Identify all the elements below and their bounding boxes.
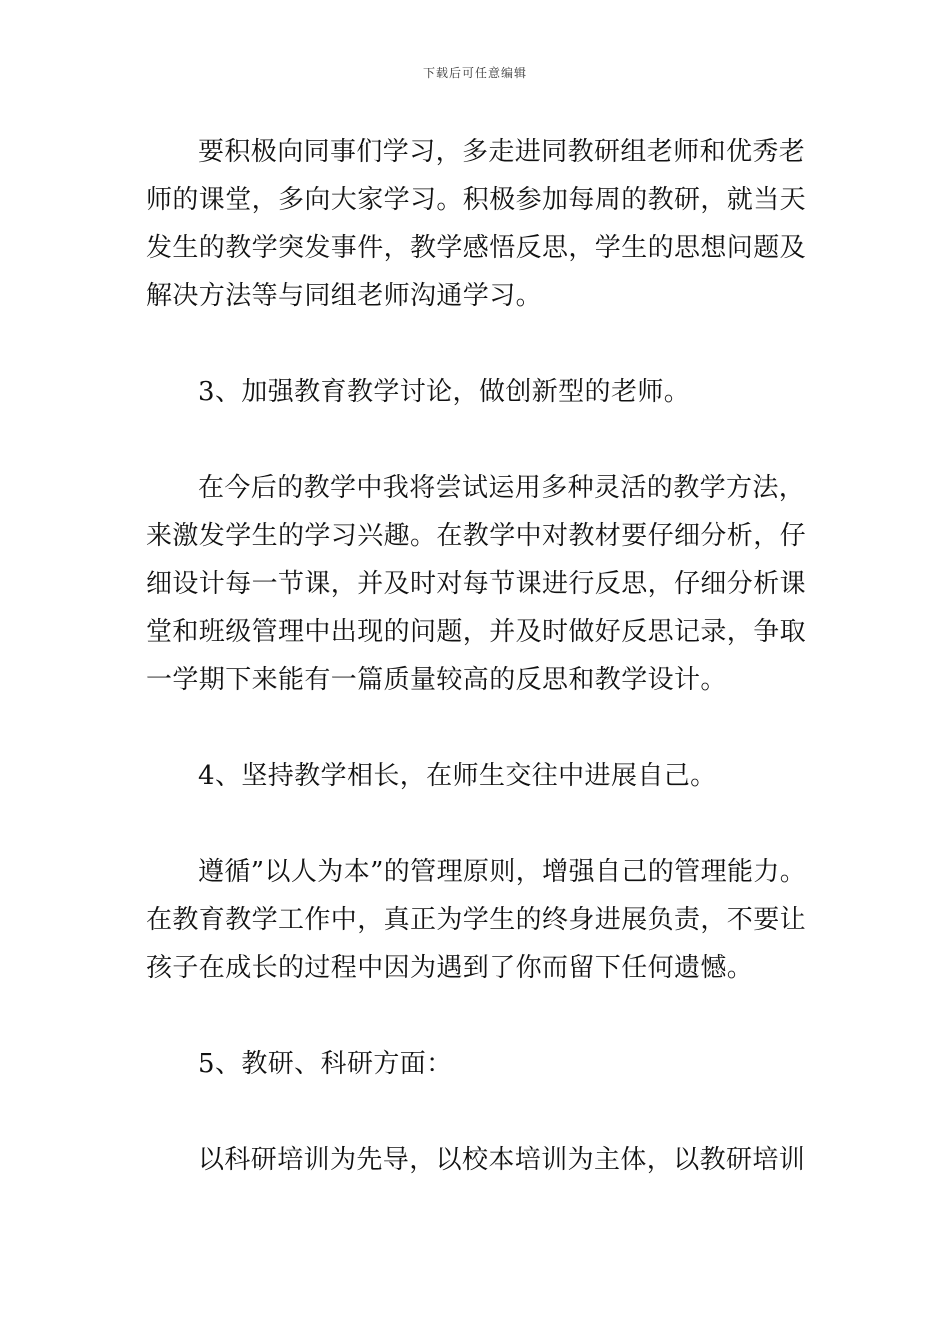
paragraph-line: 发生的教学突发事件，教学感悟反思，学生的思想问题及 xyxy=(146,233,807,263)
paragraph-line: 来激发学生的学习兴趣。在教学中对教材要仔细分析，仔 xyxy=(146,521,807,551)
paragraph-line: 解决方法等与同组老师沟通学习。 xyxy=(146,281,543,311)
paragraph xyxy=(146,848,826,992)
paragraph-line: 遵循”以人为本”的管理原则，增强自己的管理能力。 xyxy=(198,857,807,887)
section-heading: 3、加强教育教学讨论，做创新型的老师。 xyxy=(198,377,691,407)
paragraph xyxy=(146,128,826,320)
section-heading: 4、坚持教学相长，在师生交往中进展自己。 xyxy=(198,761,717,791)
paragraph-line: 一学期下来能有一篇质量较高的反思和教学设计。 xyxy=(146,665,727,695)
document-body xyxy=(146,128,826,1184)
paragraph-line: 要积极向同事们学习，多走进同教研组老师和优秀老 xyxy=(198,137,806,167)
paragraph-line: 孩子在成长的过程中因为遇到了你而留下任何遗憾。 xyxy=(146,953,754,983)
paragraph-line: 在今后的教学中我将尝试运用多种灵活的教学方法， xyxy=(198,473,806,503)
paragraph-line: 师的课堂，多向大家学习。积极参加每周的教研，就当天 xyxy=(146,185,807,215)
page-header: 下载后可任意编辑 xyxy=(422,66,527,80)
paragraph xyxy=(146,1136,826,1184)
section-heading: 5、教研、科研方面： xyxy=(198,1049,453,1079)
paragraph-line: 在教育教学工作中，真正为学生的终身进展负责，不要让 xyxy=(146,905,807,935)
paragraph-line: 以科研培训为先导，以校本培训为主体，以教研培训 xyxy=(198,1145,806,1175)
paragraph-line: 堂和班级管理中出现的问题，并及时做好反思记录，争取 xyxy=(146,617,807,647)
paragraph xyxy=(146,464,826,704)
paragraph-line: 细设计每一节课，并及时对每节课进行反思，仔细分析课 xyxy=(146,569,807,599)
